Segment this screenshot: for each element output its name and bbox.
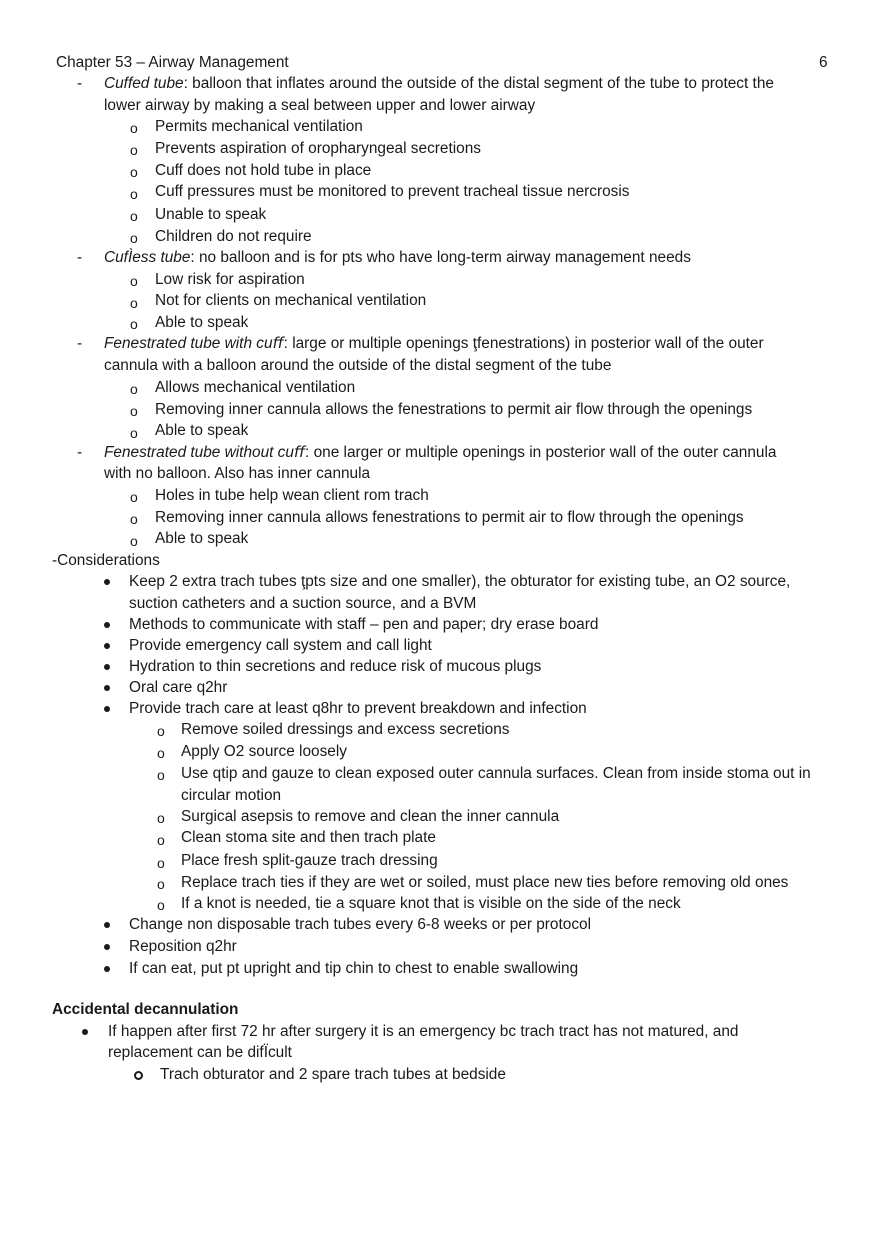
circle-marker: o bbox=[157, 876, 165, 892]
list-item: Place fresh split-gauze trach dressing bbox=[181, 852, 438, 869]
list-item: Removing inner cannula allows the fenestrations to permit air flow through the openings bbox=[155, 401, 753, 418]
list-item: Removing inner cannula allows fenestrations to permit air to flow through the openings bbox=[155, 509, 744, 526]
list-item: Permits mechanical ventilation bbox=[155, 118, 363, 135]
list-item: Low risk for aspiration bbox=[155, 271, 305, 288]
list-item: Apply O2 source loosely bbox=[181, 743, 347, 760]
list-item: If happen after first 72 hr after surgery it is an emergency bc trach tract has not matured, and bbox=[108, 1023, 739, 1040]
bullet-dot bbox=[104, 664, 110, 670]
list-item: Able to speak bbox=[155, 530, 249, 547]
description-cont: with no balloon. Also has inner cannula bbox=[104, 465, 371, 482]
list-item: Use qtip and gauze to clean exposed outer cannula surfaces. Clean from inside stoma out in bbox=[181, 765, 811, 782]
circle-marker: o bbox=[130, 273, 138, 289]
tube-type-cuffed bbox=[104, 74, 774, 94]
bullet-dot bbox=[104, 579, 110, 585]
circle-marker: o bbox=[130, 186, 138, 202]
tube-type-fenestrated-cuff bbox=[104, 334, 764, 354]
description: : large or multiple openings ţfenestrations) in posterior wall of the outer bbox=[283, 335, 764, 352]
term: CufÌess tube bbox=[104, 249, 191, 266]
circle-marker: o bbox=[157, 832, 165, 848]
chapter-title: Chapter 53 – Airway Management bbox=[56, 54, 289, 71]
list-item: Able to speak bbox=[155, 314, 249, 331]
list-item: Trach obturator and 2 spare trach tubes at bedside bbox=[160, 1066, 506, 1083]
list-item: Able to speak bbox=[155, 422, 249, 439]
circle-marker: o bbox=[157, 767, 165, 783]
list-item: Methods to communicate with staff – pen and paper; dry erase board bbox=[129, 616, 599, 633]
list-item: Oral care q2hr bbox=[129, 679, 228, 696]
bullet-dot bbox=[104, 643, 110, 649]
circle-marker: o bbox=[157, 855, 165, 871]
list-item-cont: replacement can be difÏcult bbox=[108, 1044, 292, 1061]
list-item: Keep 2 extra trach tubes ţpts size and one smaller), the obturator for existing tube, an O2 source, bbox=[129, 573, 791, 590]
term: Fenestrated tube without cuﬀ bbox=[104, 444, 306, 461]
list-item: Unable to speak bbox=[155, 206, 267, 223]
list-item: Surgical asepsis to remove and clean the inner cannula bbox=[181, 808, 560, 825]
tube-type-fenestrated-no-cuff bbox=[104, 443, 776, 463]
circle-marker: o bbox=[130, 425, 138, 441]
considerations-heading: -Considerations bbox=[52, 552, 160, 569]
bullet-dot bbox=[104, 922, 110, 928]
list-item: Replace trach ties if they are wet or soiled, must place new ties before removing old ones bbox=[181, 874, 789, 891]
circle-marker: o bbox=[130, 489, 138, 505]
list-item: Cuff pressures must be monitored to prevent tracheal tissue nercrosis bbox=[155, 183, 630, 200]
list-item: Prevents aspiration of oropharyngeal secretions bbox=[155, 140, 481, 157]
circle-marker: o bbox=[130, 295, 138, 311]
list-item: Not for clients on mechanical ventilation bbox=[155, 292, 427, 309]
description: : balloon that inflates around the outside of the distal segment of the tube to protect the bbox=[183, 75, 774, 92]
description: : one larger or multiple openings in posterior wall of the outer cannula bbox=[305, 444, 777, 461]
circle-marker: o bbox=[130, 142, 138, 158]
circle-marker: o bbox=[130, 208, 138, 224]
bullet-dot bbox=[104, 966, 110, 972]
list-item-cont: circular motion bbox=[181, 787, 282, 804]
list-item: If a knot is needed, tie a square knot that is visible on the side of the neck bbox=[181, 895, 681, 912]
bullet-dot bbox=[104, 944, 110, 950]
page-number: 6 bbox=[819, 54, 828, 71]
list-item: Children do not require bbox=[155, 228, 312, 245]
dash-marker: - bbox=[77, 249, 83, 266]
description-cont: lower airway by making a seal between upper and lower airway bbox=[104, 97, 536, 114]
circle-marker bbox=[134, 1071, 143, 1080]
dash-marker: - bbox=[77, 75, 83, 92]
decannulation-heading: Accidental decannulation bbox=[52, 1001, 239, 1018]
list-item: Change non disposable trach tubes every 6-8 weeks or per protocol bbox=[129, 916, 591, 933]
circle-marker: o bbox=[157, 745, 165, 761]
list-item: If can eat, put pt upright and tip chin to chest to enable swallowing bbox=[129, 960, 579, 977]
circle-marker: o bbox=[130, 381, 138, 397]
list-item: Provide trach care at least q8hr to prevent breakdown and infection bbox=[129, 700, 587, 717]
description-cont: cannula with a balloon around the outside of the distal segment of the tube bbox=[104, 357, 612, 374]
list-item: Clean stoma site and then trach plate bbox=[181, 829, 436, 846]
circle-marker: o bbox=[130, 164, 138, 180]
circle-marker: o bbox=[130, 316, 138, 332]
bullet-dot bbox=[104, 706, 110, 712]
list-item: Reposition q2hr bbox=[129, 938, 237, 955]
circle-marker: o bbox=[157, 810, 165, 826]
term: Fenestrated tube with cuﬀ bbox=[104, 335, 284, 352]
circle-marker: o bbox=[130, 230, 138, 246]
tube-type-cuffless bbox=[104, 248, 691, 268]
circle-marker: o bbox=[130, 403, 138, 419]
bullet-dot bbox=[104, 622, 110, 628]
bullet-dot bbox=[104, 685, 110, 691]
circle-marker: o bbox=[130, 533, 138, 549]
list-item: Remove soiled dressings and excess secretions bbox=[181, 721, 510, 738]
list-item: Cuff does not hold tube in place bbox=[155, 162, 372, 179]
dash-marker: - bbox=[77, 444, 83, 461]
list-item: Holes in tube help wean client rom trach bbox=[155, 487, 429, 504]
description: : no balloon and is for pts who have long-term airway management needs bbox=[190, 249, 691, 266]
dash-marker: - bbox=[77, 335, 83, 352]
bullet-dot bbox=[82, 1029, 88, 1035]
list-item: Allows mechanical ventilation bbox=[155, 379, 356, 396]
circle-marker: o bbox=[130, 120, 138, 136]
circle-marker: o bbox=[157, 723, 165, 739]
circle-marker: o bbox=[130, 511, 138, 527]
list-item: Hydration to thin secretions and reduce risk of mucous plugs bbox=[129, 658, 542, 675]
list-item-cont: suction catheters and a suction source, and a BVM bbox=[129, 595, 477, 612]
circle-marker: o bbox=[157, 897, 165, 913]
list-item: Provide emergency call system and call light bbox=[129, 637, 432, 654]
term: Cuffed tube bbox=[104, 75, 184, 92]
